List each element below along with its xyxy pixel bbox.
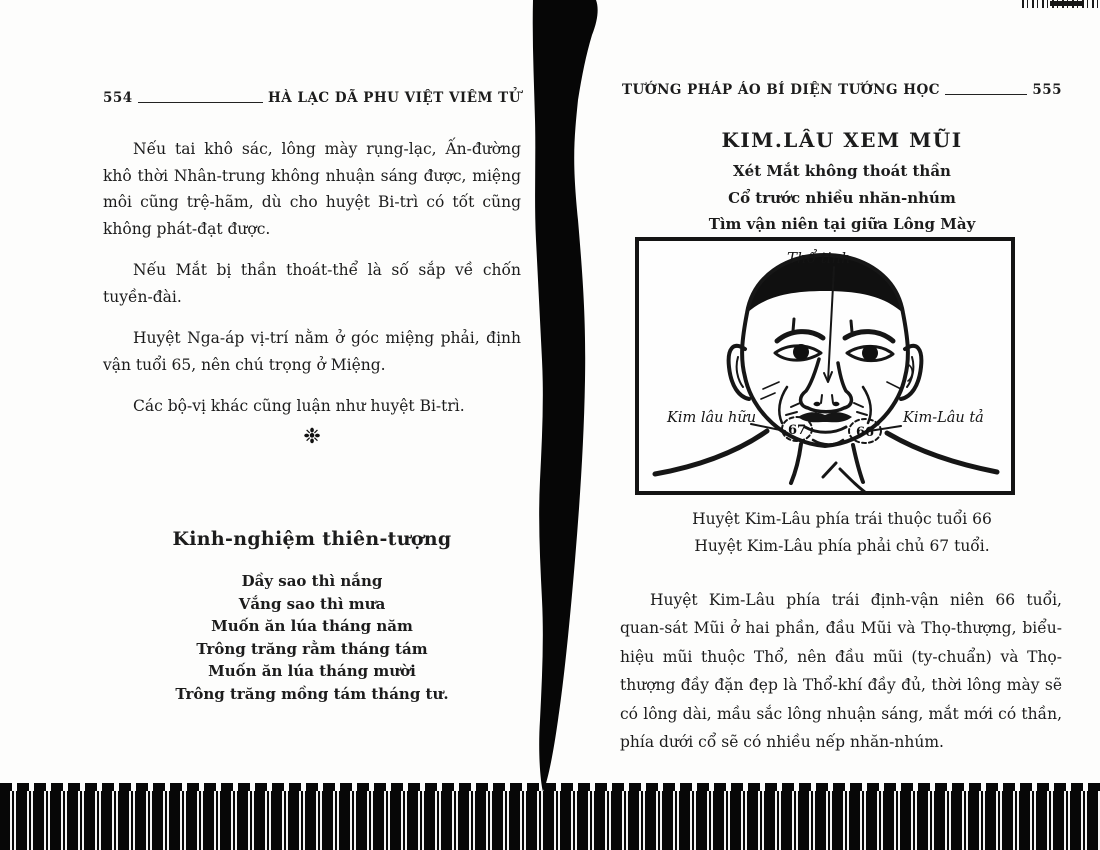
shoulder-left [655, 431, 767, 474]
section-heading: Kinh-nghiệm thiên-tượng [172, 528, 452, 550]
poem-line: Dầy sao thì nắng [241, 572, 383, 590]
figure-label-top: Thổ tinh [787, 249, 851, 267]
nose [801, 359, 852, 412]
poem-line: Trông trăng rằm tháng tám [196, 639, 428, 658]
left-brow-tick [793, 319, 794, 331]
subtitle-line: Tìm vận niên tại giữa Lông Mày [708, 215, 976, 233]
paragraph: Nếu Mắt bị thần thoát-thể là số sắp về chốn tuyền-đài. [103, 261, 521, 306]
right-running-head [622, 82, 1062, 98]
article-title: KIM.LÂU XEM MŨI [721, 128, 963, 152]
article-subtitles [622, 158, 1062, 238]
paragraph: Các bộ-vị khác cũng luận như huyệt Bi-trì. [133, 397, 465, 415]
right-brow-tick [851, 321, 852, 332]
poem-line: Trông trăng mồng tám tháng tư. [175, 684, 449, 703]
shoulder-right [887, 433, 997, 472]
left-header-rule [138, 101, 263, 103]
left-nostril [814, 402, 821, 406]
poem-line: Vắng sao thì mưa [238, 594, 386, 613]
caption-line: Huyệt Kim-Lâu phía phải chủ 67 tuổi. [694, 537, 990, 555]
neck-left [791, 444, 801, 483]
figure-label-left: Kim lâu hữu [667, 410, 757, 426]
poem-line: Muốn ăn lúa tháng năm [211, 617, 413, 635]
subtitle-line: Xét Mắt không thoát thần [733, 162, 951, 180]
right-page-number: 555 [1032, 82, 1062, 98]
point-right-number: 66 [855, 425, 875, 440]
subtitle-line: Cổ trước nhiều nhăn-nhúm [728, 188, 956, 207]
left-page-body [103, 136, 521, 435]
caption-line: Huyệt Kim-Lâu phía trái thuộc tuổi 66 [692, 510, 992, 528]
filmstrip-band [0, 791, 1100, 850]
poem-line: Muốn ăn lúa tháng mười [208, 662, 416, 680]
left-page-number: 554 [103, 90, 133, 106]
figure-label-right: Kim-Lâu tả [903, 410, 984, 426]
section-divider-ornament: ❉ [303, 424, 321, 448]
body-paragraph: Huyệt Kim-Lâu phía trái định-vận niên 66 tuổi, quan-sát Mũi ở hai phần, đầu Mũi và Thọ-thượng, biểu-hiệu mũi thuộc Thổ, nên đầu mũi (ty-chuẩn) và Thọ-thượng đầy đặn đẹp là Thổ-khí đầy đủ, thời lông mày sẽ có lông dài, mầu sắc lông nhuận sáng, mắt mới có thần, phía dưới cổ sẽ có nhiều nếp nhăn-nhúm. [620, 590, 1062, 751]
right-eyebrow [845, 332, 893, 341]
left-header-title: HÀ LẠC DÃ PHU VIỆT VIÊM TỬ [268, 90, 521, 106]
left-running-head [103, 90, 521, 106]
poem [103, 570, 521, 705]
book-spine-shadow [520, 0, 630, 800]
right-header-rule [945, 93, 1027, 95]
point-left-number: 67 [787, 423, 807, 438]
paragraph: Huyệt Nga-áp vị-trí nằm ở góc miệng phải, định vận tuổi 65, nên chú trọng ở Miệng. [103, 329, 521, 374]
face-drawing [639, 241, 1011, 491]
corner-dash-mark [1050, 1, 1084, 6]
right-header-title: TƯỚNG PHÁP ÁO BÍ DIỆN TƯỚNG HỌC [622, 82, 940, 98]
paragraph: Nếu tai khô sác, lông mày rụng-lạc, Ấn-đường khô thời Nhân-trung không nhuận sáng được, miệng môi cũng trệ-hãm, dù cho huyệt Bi-trì có tốt cũng không phát-đạt được. [103, 140, 521, 238]
left-eyebrow [777, 332, 823, 341]
right-cheek-fold [863, 387, 871, 423]
philtrum [821, 395, 833, 403]
face-diagram-figure [635, 237, 1015, 495]
figure-caption [622, 506, 1062, 560]
neck-right [853, 445, 863, 482]
upper-lip [798, 412, 852, 422]
left-pupil [793, 344, 809, 360]
right-pupil [862, 345, 878, 361]
left-cheek-fold [779, 387, 787, 423]
